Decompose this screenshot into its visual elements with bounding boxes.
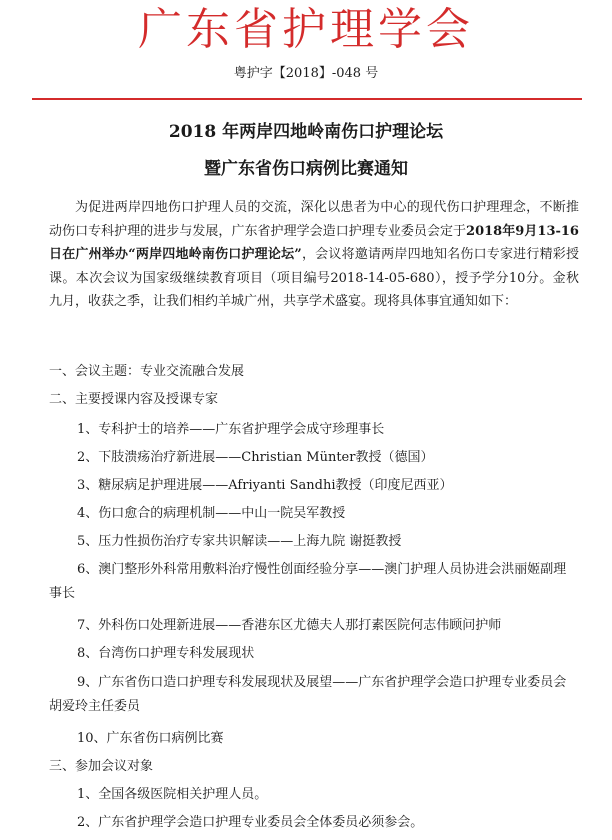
header-divider: [32, 98, 582, 100]
lecture-item-3: 3、糖尿病足护理进展——Afriyanti Sandhi教授（印度尼西亚）: [77, 478, 453, 493]
lecture-item-2: 2、下肢溃疡治疗新进展——Christian Münter教授（德国）: [77, 450, 434, 465]
lecture-item-10: 10、广东省伤口病例比赛: [77, 731, 224, 746]
section-3-heading: 三、参加会议对象: [49, 759, 154, 774]
section-1-heading: 一、会议主题：专业交流融合发展: [49, 364, 245, 379]
notice-title-line2: 暨广东省伤口病例比赛通知: [204, 159, 408, 179]
notice-title-line1: 2018 年两岸四地岭南伤口护理论坛: [168, 122, 444, 142]
intro-text-2: ，会议将邀请两岸四地知名伤口专家进行精彩授课。本次会议为国家级继续教育项目（项目编号2018-14-05-680），授予学分10分。金秋九月，收获之季，让我们相约羊城广州，共享学术盛宴。现将具体事宜通知如下：: [49, 247, 579, 309]
intro-emphasis: 2018年9月13-16日在广州举办“两岸四地岭南伤口护理论坛”: [49, 223, 579, 262]
section-2-heading: 二、主要授课内容及授课专家: [49, 392, 219, 407]
lecture-item-4: 4、伤口愈合的病理机制——中山一院吴军教授: [77, 506, 346, 521]
lecture-item-6: 6、澳门整形外科常用敷料治疗慢性创面经验分享——澳门护理人员协进会洪丽姬副理事长: [49, 562, 567, 601]
lecture-item-7: 7、外科伤口处理新进展——香港东区尤德夫人那打素医院何志伟顾问护师: [77, 618, 502, 633]
attendee-item-2: 2、广东省护理学会造口护理专业委员会全体委员必须参会。: [77, 815, 424, 830]
lecture-item-5: 5、压力性损伤治疗专家共识解读——上海九院 谢挺教授: [77, 534, 402, 549]
attendee-item-1: 1、全国各级医院相关护理人员。: [77, 787, 268, 802]
lecture-item-9: 9、广东省伤口造口护理专科发展现状及展望——广东省护理学会造口护理专业委员会胡爱玲主任委员: [49, 675, 567, 714]
intro-text-1: 为促进两岸四地伤口护理人员的交流，深化以患者为中心的现代伤口护理理念，不断推动伤口专科护理的进步与发展，广东省护理学会造口护理专业委员会定于: [49, 200, 579, 239]
intro-paragraph: [49, 196, 579, 314]
document-number: 粤护字【2018】-048 号: [233, 66, 379, 81]
lecture-item-1: 1、专科护士的培养——广东省护理学会成守珍理事长: [77, 422, 385, 437]
lecture-item-8: 8、台湾伤口护理专科发展现状: [77, 646, 255, 661]
org-name-header: 广东省护理学会: [138, 4, 474, 55]
